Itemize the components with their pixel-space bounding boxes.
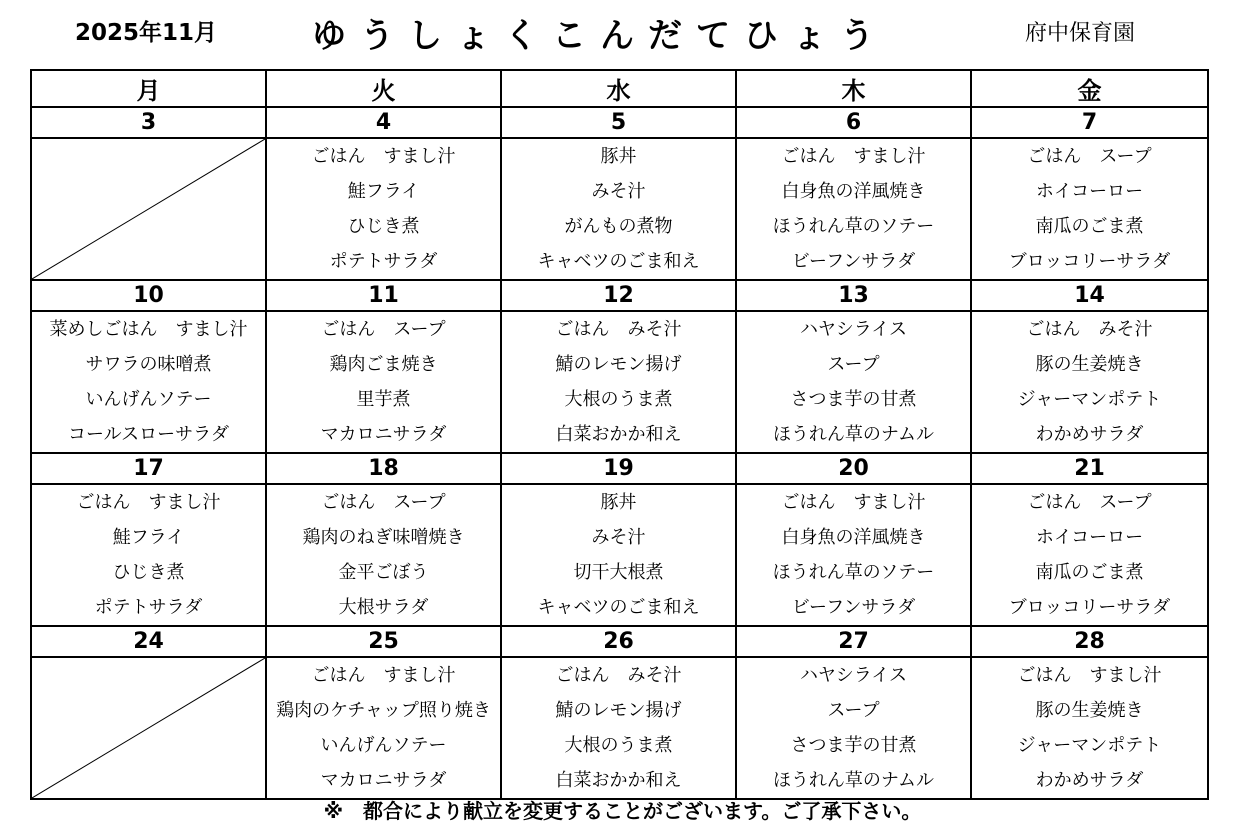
- date-row: [31, 280, 1208, 311]
- menu-table: [30, 69, 1209, 800]
- day-menu-cell: [971, 484, 1208, 626]
- day-menu-cell: [266, 484, 501, 626]
- dish-item: 南瓜のごま煮: [1035, 562, 1144, 583]
- date-cell: 6: [736, 107, 971, 138]
- dish-item: ごはん すまし汁: [781, 146, 926, 167]
- dishes-row: [31, 484, 1208, 626]
- dish-item: ブロッコリーサラダ: [1008, 251, 1171, 272]
- dish-item: 白身魚の洋風焼き: [781, 527, 926, 548]
- dish-item: マカロニサラダ: [320, 770, 447, 791]
- dish-item: ホイコーロー: [1035, 527, 1144, 548]
- dish-item: ごはん スープ: [1027, 492, 1152, 513]
- dish-item: 鶏肉のケチャップ照り焼き: [276, 700, 491, 721]
- date-cell: 5: [501, 107, 736, 138]
- weekday-header: 月: [31, 70, 266, 107]
- day-menu-cell: [736, 311, 971, 453]
- dish-item: 鶏肉のねぎ味噌焼き: [302, 527, 465, 548]
- date-cell: 7: [971, 107, 1208, 138]
- dish-item: キャベツのごま和え: [537, 251, 700, 272]
- date-cell: 18: [266, 453, 501, 484]
- dish-item: 南瓜のごま煮: [1035, 216, 1144, 237]
- date-row: [31, 626, 1208, 657]
- day-menu-cell: [971, 657, 1208, 799]
- dish-item: がんもの煮物: [564, 216, 673, 237]
- dish-item: ほうれん草のソテー: [772, 562, 935, 583]
- header: [0, 0, 1245, 68]
- dish-item: ごはん すまし汁: [1017, 665, 1162, 686]
- dish-item: 鮭フライ: [347, 181, 420, 202]
- dish-item: 豚丼: [600, 492, 637, 513]
- dish-item: ごはん スープ: [1027, 146, 1152, 167]
- date-cell: 3: [31, 107, 266, 138]
- dish-item: ブロッコリーサラダ: [1008, 597, 1171, 618]
- date-row: [31, 453, 1208, 484]
- dish-item: キャベツのごま和え: [537, 597, 700, 618]
- date-cell: 21: [971, 453, 1208, 484]
- day-menu-cell: [736, 138, 971, 280]
- date-cell: 19: [501, 453, 736, 484]
- date-cell: 11: [266, 280, 501, 311]
- dish-item: 菜めしごはん すまし汁: [49, 319, 248, 340]
- dish-item: 鯖のレモン揚げ: [555, 700, 682, 721]
- dish-item: ビーフンサラダ: [791, 597, 916, 618]
- day-menu-cell: [736, 484, 971, 626]
- day-menu-cell: [501, 138, 736, 280]
- menu-title: ゆうしょくこんだてひょう: [312, 16, 888, 56]
- dish-item: ごはん みそ汁: [555, 665, 682, 686]
- dish-item: みそ汁: [591, 527, 646, 548]
- day-menu-cell: [501, 311, 736, 453]
- day-menu-cell: [31, 138, 266, 280]
- dish-item: スープ: [827, 354, 880, 375]
- weekday-header: 金: [971, 70, 1208, 107]
- day-menu-cell: [971, 138, 1208, 280]
- dish-item: 大根のうま煮: [564, 389, 673, 410]
- dish-item: 切干大根煮: [573, 562, 664, 583]
- day-menu-cell: [266, 657, 501, 799]
- weekday-header: 水: [501, 70, 736, 107]
- date-cell: 28: [971, 626, 1208, 657]
- dish-item: ジャーマンポテト: [1017, 735, 1162, 756]
- date-cell: 12: [501, 280, 736, 311]
- weekday-header-row: [31, 70, 1208, 107]
- dish-item: ほうれん草のソテー: [772, 216, 935, 237]
- date-cell: 20: [736, 453, 971, 484]
- dish-item: 白菜おかか和え: [555, 424, 682, 445]
- day-menu-cell: [736, 657, 971, 799]
- dish-item: 大根サラダ: [338, 597, 429, 618]
- date-cell: 4: [266, 107, 501, 138]
- dish-item: ほうれん草のナムル: [772, 770, 935, 791]
- date-row: [31, 107, 1208, 138]
- no-service-slash: [32, 658, 265, 798]
- date-cell: 25: [266, 626, 501, 657]
- dish-item: 大根のうま煮: [564, 735, 673, 756]
- date-cell: 26: [501, 626, 736, 657]
- dishes-row: [31, 138, 1208, 280]
- dish-item: マカロニサラダ: [320, 424, 447, 445]
- weekday-header: 木: [736, 70, 971, 107]
- dish-item: ホイコーロー: [1035, 181, 1144, 202]
- no-service-slash: [32, 139, 265, 279]
- dish-item: ビーフンサラダ: [791, 251, 916, 272]
- dishes-row: [31, 311, 1208, 453]
- day-menu-cell: [971, 311, 1208, 453]
- dish-item: 金平ごぼう: [338, 562, 429, 583]
- footer-note: ※ 都合により献立を変更することがございます。ご了承下さい。: [323, 799, 922, 823]
- dish-item: さつま芋の甘煮: [790, 389, 917, 410]
- school-name: 府中保育園: [1025, 21, 1136, 46]
- day-menu-cell: [266, 311, 501, 453]
- day-menu-cell: [501, 657, 736, 799]
- day-menu-cell: [31, 311, 266, 453]
- dishes-row: [31, 657, 1208, 799]
- dish-item: 鶏肉ごま焼き: [329, 354, 438, 375]
- dish-item: わかめサラダ: [1035, 770, 1144, 791]
- dish-item: ごはん すまし汁: [311, 665, 456, 686]
- day-menu-cell: [266, 138, 501, 280]
- day-menu-cell: [31, 484, 266, 626]
- dish-item: 里芋煮: [356, 389, 411, 410]
- dish-item: ごはん みそ汁: [555, 319, 682, 340]
- dish-item: さつま芋の甘煮: [790, 735, 917, 756]
- dish-item: スープ: [827, 700, 880, 721]
- dish-item: 鯖のレモン揚げ: [555, 354, 682, 375]
- dish-item: 白身魚の洋風焼き: [781, 181, 926, 202]
- dish-item: ひじき煮: [347, 216, 420, 237]
- dish-item: ごはん すまし汁: [76, 492, 221, 513]
- date-cell: 24: [31, 626, 266, 657]
- dish-item: 豚の生姜焼き: [1035, 354, 1144, 375]
- day-menu-cell: [31, 657, 266, 799]
- dish-item: ジャーマンポテト: [1017, 389, 1162, 410]
- dish-item: ほうれん草のナムル: [772, 424, 935, 445]
- date-cell: 13: [736, 280, 971, 311]
- dish-item: 豚の生姜焼き: [1035, 700, 1144, 721]
- date-cell: 17: [31, 453, 266, 484]
- dish-item: ハヤシライス: [799, 319, 908, 340]
- dish-item: 豚丼: [600, 146, 637, 167]
- dish-item: 鮭フライ: [112, 527, 185, 548]
- dish-item: ポテトサラダ: [94, 597, 203, 618]
- dish-item: いんげんソテー: [85, 389, 212, 410]
- dish-item: ハヤシライス: [799, 665, 908, 686]
- dish-item: ごはん スープ: [321, 319, 446, 340]
- dish-item: ごはん すまし汁: [781, 492, 926, 513]
- day-menu-cell: [501, 484, 736, 626]
- dish-item: みそ汁: [591, 181, 646, 202]
- dish-item: いんげんソテー: [320, 735, 447, 756]
- weekday-header: 火: [266, 70, 501, 107]
- dish-item: わかめサラダ: [1035, 424, 1144, 445]
- date-cell: 27: [736, 626, 971, 657]
- date-cell: 14: [971, 280, 1208, 311]
- dish-item: サワラの味噌煮: [85, 354, 212, 375]
- dish-item: ひじき煮: [112, 562, 185, 583]
- date-cell: 10: [31, 280, 266, 311]
- dish-item: コールスローサラダ: [68, 424, 229, 445]
- dish-item: ごはん スープ: [321, 492, 446, 513]
- dish-item: ポテトサラダ: [329, 251, 438, 272]
- month-label: 2025年11月: [75, 20, 218, 46]
- dish-item: 白菜おかか和え: [555, 770, 682, 791]
- dish-item: ごはん みそ汁: [1026, 319, 1153, 340]
- dish-item: ごはん すまし汁: [311, 146, 456, 167]
